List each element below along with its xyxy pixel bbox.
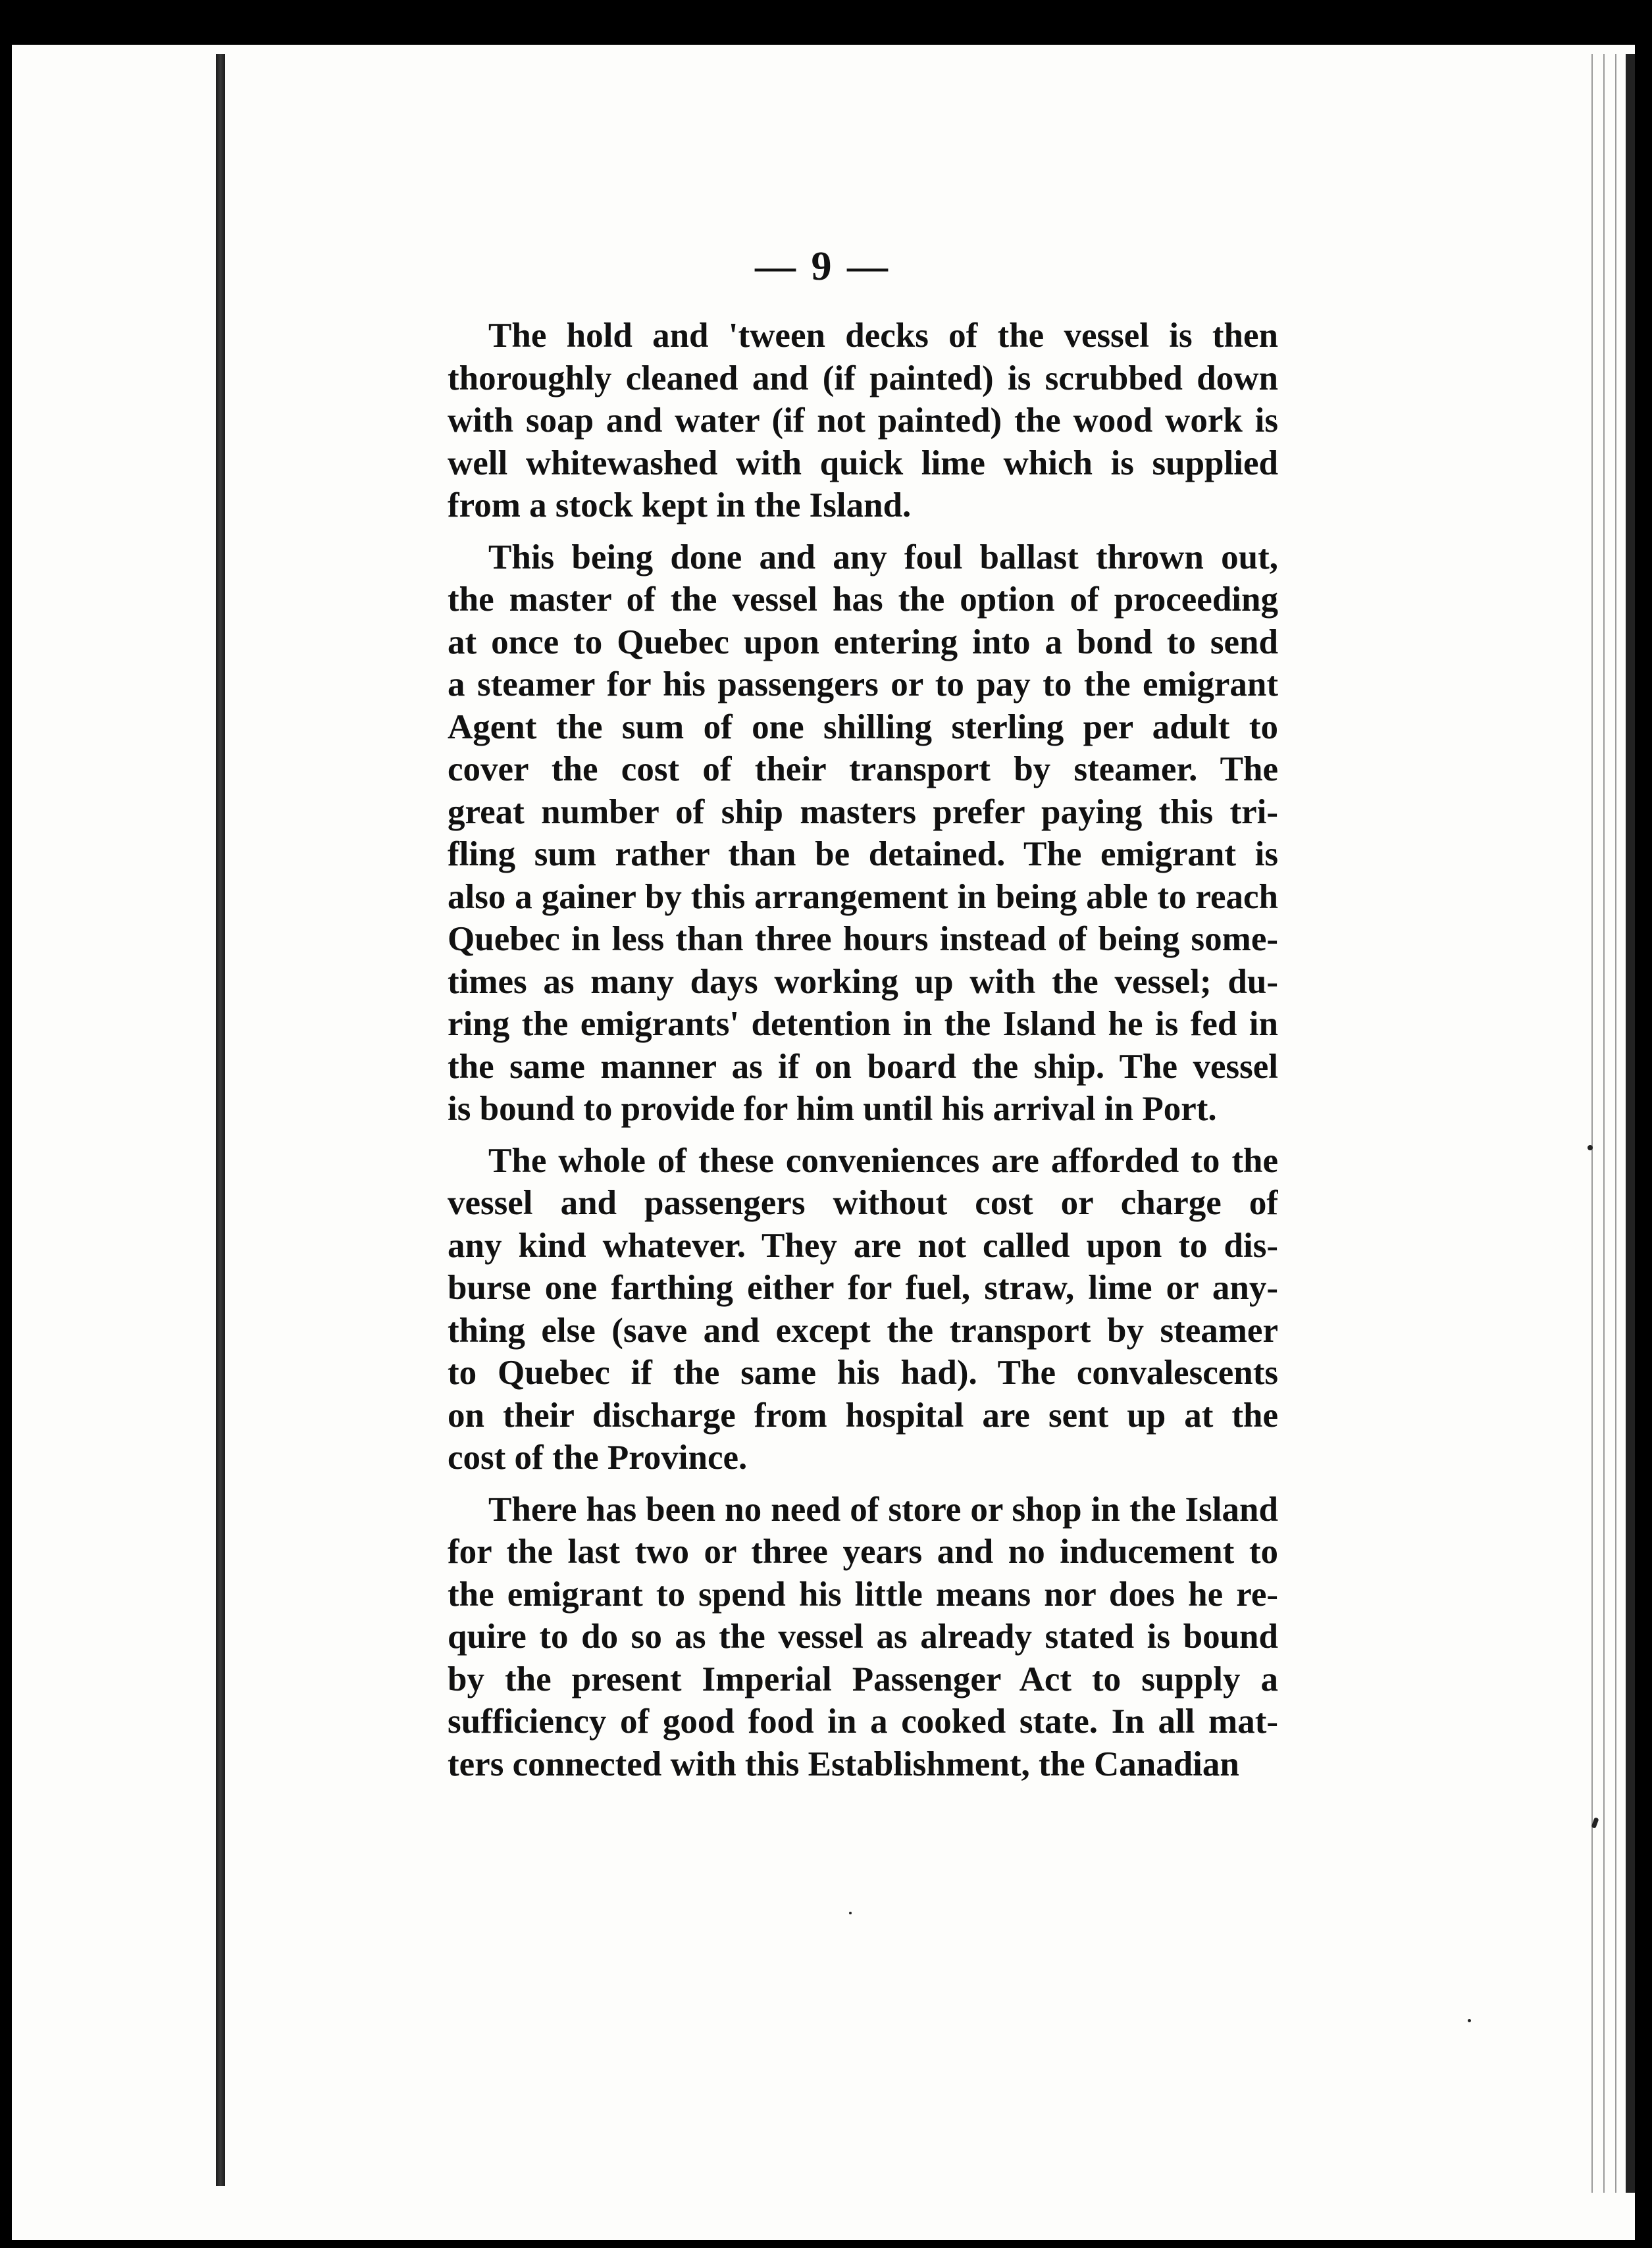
- text-line: at once to Quebec upon entering into a bond to send: [448, 623, 1278, 661]
- text-line: cover the cost of their transport by steamer. The: [448, 750, 1278, 788]
- text-line: vessel and passengers without cost or charge of: [448, 1184, 1278, 1222]
- text-line: thing else (save and except the transport by steamer: [448, 1311, 1278, 1350]
- text-line: thoroughly cleaned and (if painted) is scrubbed down: [448, 359, 1278, 397]
- text-line: burse one farthing either for fuel, straw, lime or any-: [448, 1269, 1278, 1307]
- ink-speck: [1468, 2019, 1471, 2022]
- text-line: This being done and any foul ballast thrown out,: [488, 538, 1278, 576]
- text-line: the master of the vessel has the option of proceeding: [448, 580, 1278, 619]
- ink-speck: [1587, 1145, 1593, 1150]
- text-line: cost of the Province.: [448, 1439, 748, 1477]
- text-line: The hold and 'tween decks of the vessel is then: [488, 317, 1278, 355]
- text-line: There has been no need of store or shop in the Island: [488, 1490, 1278, 1529]
- text-line: well whitewashed with quick lime which is supplied: [448, 444, 1278, 482]
- text-line: the same manner as if on board the ship. The vessel: [448, 1047, 1278, 1086]
- binding-gutter: [216, 54, 225, 2186]
- page-edge-shadow: [1626, 54, 1635, 2193]
- ink-speck: [849, 1912, 852, 1914]
- text-line: ring the emigrants' detention in the Island he is fed in: [448, 1005, 1278, 1043]
- text-line: also a gainer by this arrangement in being able to reach: [448, 877, 1278, 916]
- text-line: sufficiency of good food in a cooked state. In all mat-: [448, 1702, 1278, 1741]
- page-edge-stack: [1586, 54, 1626, 2193]
- text-line: is bound to provide for him until his arrival in Port.: [448, 1090, 1217, 1128]
- page-number: — 9 —: [755, 244, 891, 289]
- paragraph: [448, 1489, 1278, 1786]
- text-line: to Quebec if the same his had). The convalescents: [448, 1354, 1278, 1392]
- text-line: by the present Imperial Passenger Act to supply a: [448, 1660, 1278, 1699]
- text-line: Quebec in less than three hours instead of being some-: [448, 920, 1278, 958]
- text-line: a steamer for his passengers or to pay to the emigrant: [448, 665, 1278, 703]
- body-text: [448, 315, 1278, 1795]
- text-line: fling sum rather than be detained. The emigrant is: [448, 835, 1278, 873]
- text-line: great number of ship masters prefer paying this tri-: [448, 792, 1278, 831]
- text-line: ters connected with this Establishment, the Canadian: [448, 1745, 1239, 1783]
- text-line: Agent the sum of one shilling sterling per adult to: [448, 707, 1278, 746]
- text-line: any kind whatever. They are not called upon to dis-: [448, 1226, 1278, 1265]
- text-line: from a stock kept in the Island.: [448, 486, 912, 524]
- text-line: The whole of these conveniences are afforded to the: [488, 1141, 1278, 1180]
- paragraph: [448, 1140, 1278, 1479]
- text-line: on their discharge from hospital are sent up at the: [448, 1396, 1278, 1435]
- text-line: times as many days working up with the vessel; du-: [448, 962, 1278, 1001]
- paragraph: [448, 536, 1278, 1131]
- text-line: with soap and water (if not painted) the wood work is: [448, 401, 1278, 440]
- paragraph: [448, 315, 1278, 527]
- text-line: the emigrant to spend his little means nor does he re-: [448, 1575, 1278, 1614]
- text-line: for the last two or three years and no inducement to: [448, 1533, 1278, 1571]
- text-line: quire to do so as the vessel as already stated is bound: [448, 1618, 1278, 1656]
